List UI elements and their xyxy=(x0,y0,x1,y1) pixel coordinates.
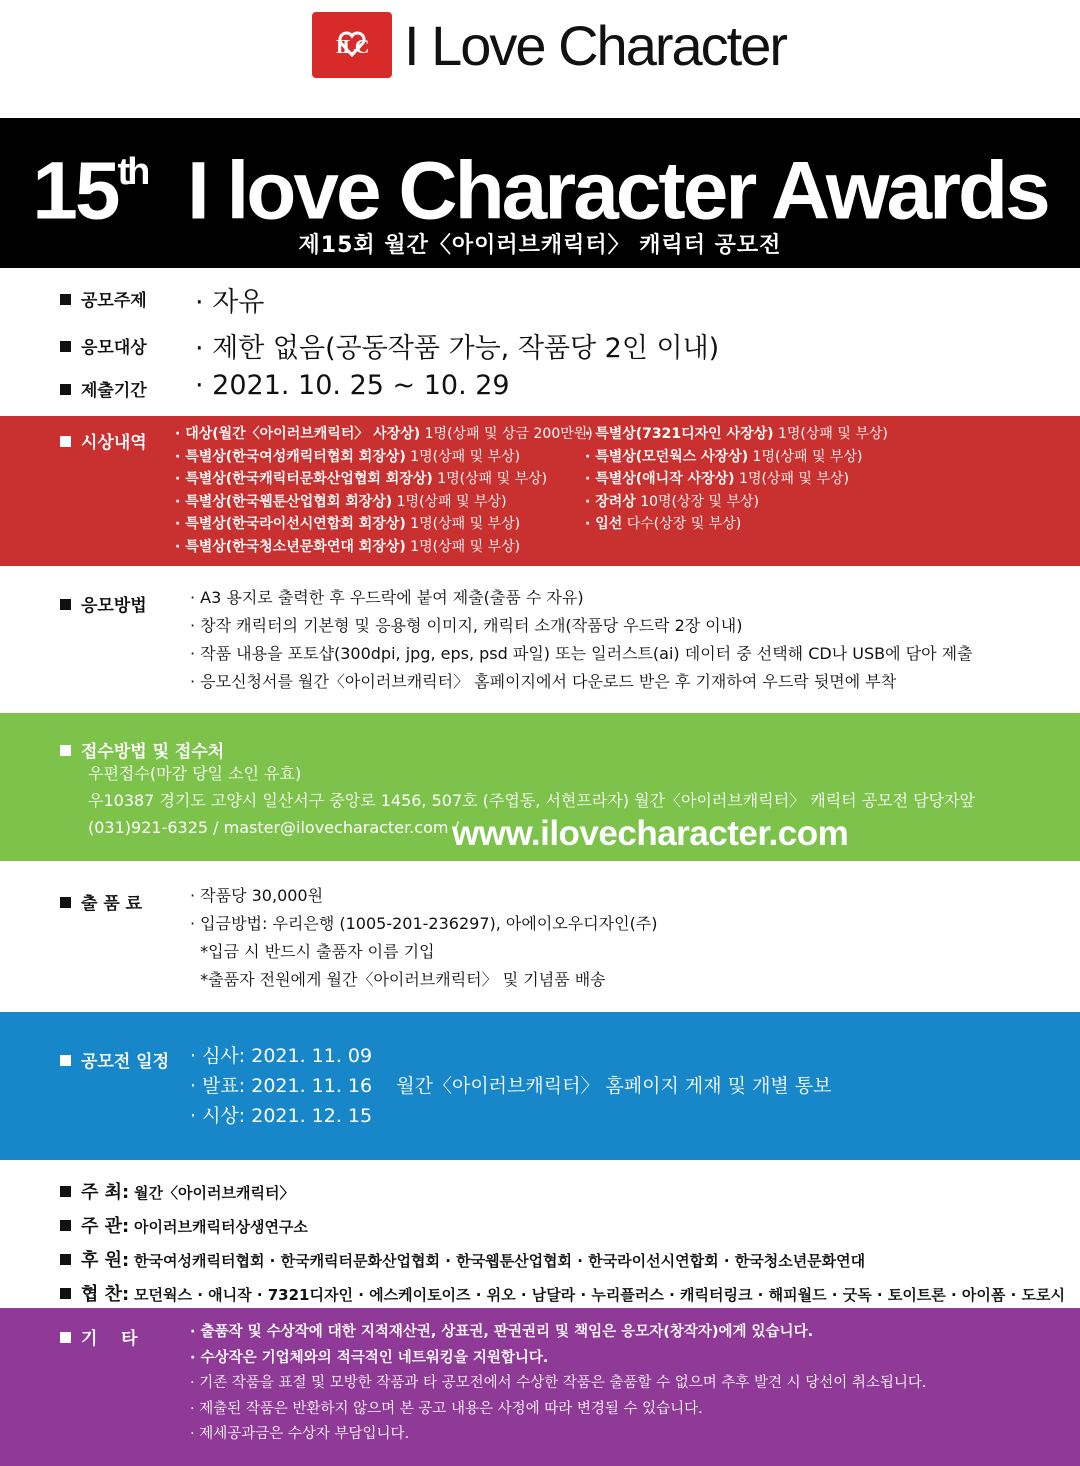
awards-right-list xyxy=(585,423,888,536)
etc-section xyxy=(0,1308,1080,1466)
award-item: · 대상(월간〈아이러브캐릭터〉 사장상) 1명(상패 및 상금 200만원) xyxy=(175,426,593,442)
logo-text: I Love Character xyxy=(404,13,786,77)
etc-line: · 기존 작품을 표절 및 모방한 작품과 타 공모전에서 수상한 작품은 출품할 수 없으며 추후 발견 시 당선이 취소됩니다. xyxy=(190,1375,927,1391)
basics-eligibility-label: 응모대상 xyxy=(60,333,147,358)
method-label: 응모방법 xyxy=(60,591,147,616)
award-item: · 특별상(모던웍스 사장상) 1명(상패 및 부상) xyxy=(585,448,863,465)
method-list xyxy=(190,584,973,696)
schedule-label: 공모전 일정 xyxy=(60,1047,169,1072)
method-line: · 창작 캐릭터의 기본형 및 응용형 이미지, 캐릭터 소개(작품당 우드락 2장 이내) xyxy=(190,616,743,635)
page-title xyxy=(0,128,1080,241)
submission-label: 접수방법 및 접수처 xyxy=(60,737,224,762)
method-line: · 작품 내용을 포토샵(300dpi, jpg, eps, psd 파일) 또는 일러스트(ai) 데이터 중 선택해 CD나 USB에 담아 제출 xyxy=(190,644,973,663)
award-item: · 특별상(7321디자인 사장상) 1명(상패 및 부상) xyxy=(585,426,888,442)
organizer-row: 협 찬: 모던웍스 · 애니작 · 7321디자인 · 에스케이토이즈 · 위오 · 남달라 · 누리플러스 · 캐릭터링크 · 해피월드 · 굿독 · 토이트론 · 아이폼 · 도로시 xyxy=(60,1278,1065,1312)
fee-label: 출 품 료 xyxy=(60,889,142,914)
award-item: · 특별상(애니작 사장상) 1명(상패 및 부상) xyxy=(585,471,849,487)
fee-line: · 작품당 30,000원 xyxy=(190,886,324,905)
submission-address: 우10387 경기도 고양시 일산서구 중앙로 1456, 507호 (주엽동, 서현프라자) 월간〈아이러브캐릭터〉 캐릭터 공모전 담당자앞 xyxy=(88,791,975,810)
awards-section xyxy=(0,416,1080,566)
award-item: · 장려상 10명(상장 및 부상) xyxy=(585,493,759,510)
etc-list xyxy=(190,1320,927,1448)
basics-topic-value: · 자유 xyxy=(195,287,265,318)
organizer-row: 주 관: 아이러브캐릭터상생연구소 xyxy=(60,1210,1065,1244)
schedule-section xyxy=(0,1012,1080,1160)
fee-line: *입금 시 반드시 출품자 이름 기입 xyxy=(190,942,435,961)
logo-mark xyxy=(312,12,392,78)
fee-line: *출품자 전원에게 월간〈아이러브캐릭터〉 및 기념품 배송 xyxy=(190,970,606,989)
etc-line: · 제세공과금은 수상자 부담입니다. xyxy=(190,1426,410,1442)
basics-period-label: 제출기간 xyxy=(60,376,147,401)
fee-list xyxy=(190,882,658,994)
schedule-line: · 심사: 2021. 11. 09 xyxy=(190,1045,373,1067)
etc-label: 기 타 xyxy=(60,1324,138,1349)
page-subtitle: 제15회 월간〈아이러브캐릭터〉 캐릭터 공모전 xyxy=(298,233,782,258)
organizers-list xyxy=(60,1176,1065,1312)
organizer-row: 후 원: 한국여성캐릭터협회 · 한국캐릭터문화산업협회 · 한국웹툰산업협회 · 한국라이선시연합회 · 한국청소년문화연대 xyxy=(60,1244,1065,1278)
awards-left-list xyxy=(175,423,593,558)
logo-mark-text: ILC xyxy=(335,36,369,58)
basics-period-value: · 2021. 10. 25 ~ 10. 29 xyxy=(195,370,510,401)
method-line: · A3 용지로 출력한 후 우드락에 붙여 제출(출품 수 자유) xyxy=(190,588,584,607)
submission-contact: (031)921-6325 / master@ilovecharacter.com / xyxy=(88,818,459,837)
award-item: · 입선 다수(상장 및 부상) xyxy=(585,516,742,532)
award-item: · 특별상(한국여성캐릭터협회 회장상) 1명(상패 및 부상) xyxy=(175,448,521,465)
title-suffix: th xyxy=(117,151,148,193)
award-item: · 특별상(한국웹툰산업협회 회장상) 1명(상패 및 부상) xyxy=(175,493,507,510)
fee-line: · 입금방법: 우리은행 (1005-201-236297), 아에이오우디자인(주) xyxy=(190,914,658,933)
basics-eligibility-value: · 제한 없음(공동작품 가능, 작품당 2인 이내) xyxy=(195,333,720,364)
etc-line: · 제출된 작품은 반환하지 않으며 본 공고 내용은 사정에 따라 변경될 수 있습니다. xyxy=(190,1400,703,1417)
submission-section xyxy=(0,713,1080,861)
website-link[interactable]: www.ilovecharacter.com xyxy=(452,814,849,853)
schedule-line: · 발표: 2021. 11. 16 월간〈아이러브캐릭터〉 홈페이지 게재 및 개별 통보 xyxy=(190,1075,832,1097)
brand-logo xyxy=(312,10,786,80)
awards-label: 시상내역 xyxy=(60,428,147,453)
award-item: · 특별상(한국캐릭터문화산업협회 회장상) 1명(상패 및 부상) xyxy=(175,471,548,487)
title-banner xyxy=(0,118,1080,268)
award-item: · 특별상(한국라이선시연합회 회장상) 1명(상패 및 부상) xyxy=(175,516,521,532)
title-number: 15 xyxy=(32,145,118,237)
submission-line1: 우편접수(마감 당일 소인 유효) xyxy=(88,764,302,783)
etc-line: · 출품작 및 수상작에 대한 지적재산권, 상표권, 판권권리 및 책임은 응모자(창작자)에게 있습니다. xyxy=(190,1324,814,1340)
etc-line: · 수상작은 기업체와의 적극적인 네트워킹을 지원합니다. xyxy=(190,1349,549,1366)
organizer-row: 주 최: 월간〈아이러브캐릭터〉 xyxy=(60,1176,1065,1210)
schedule-list xyxy=(190,1041,832,1131)
award-item: · 특별상(한국청소년문화연대 회장상) 1명(상패 및 부상) xyxy=(175,538,521,555)
method-line: · 응모신청서를 월간〈아이러브캐릭터〉 홈페이지에서 다운로드 받은 후 기재하여 우드락 뒷면에 부착 xyxy=(190,672,897,691)
schedule-line: · 시상: 2021. 12. 15 xyxy=(190,1105,373,1127)
title-rest: I love Character Awards xyxy=(186,145,1048,237)
basics-topic-label: 공모주제 xyxy=(60,286,147,311)
